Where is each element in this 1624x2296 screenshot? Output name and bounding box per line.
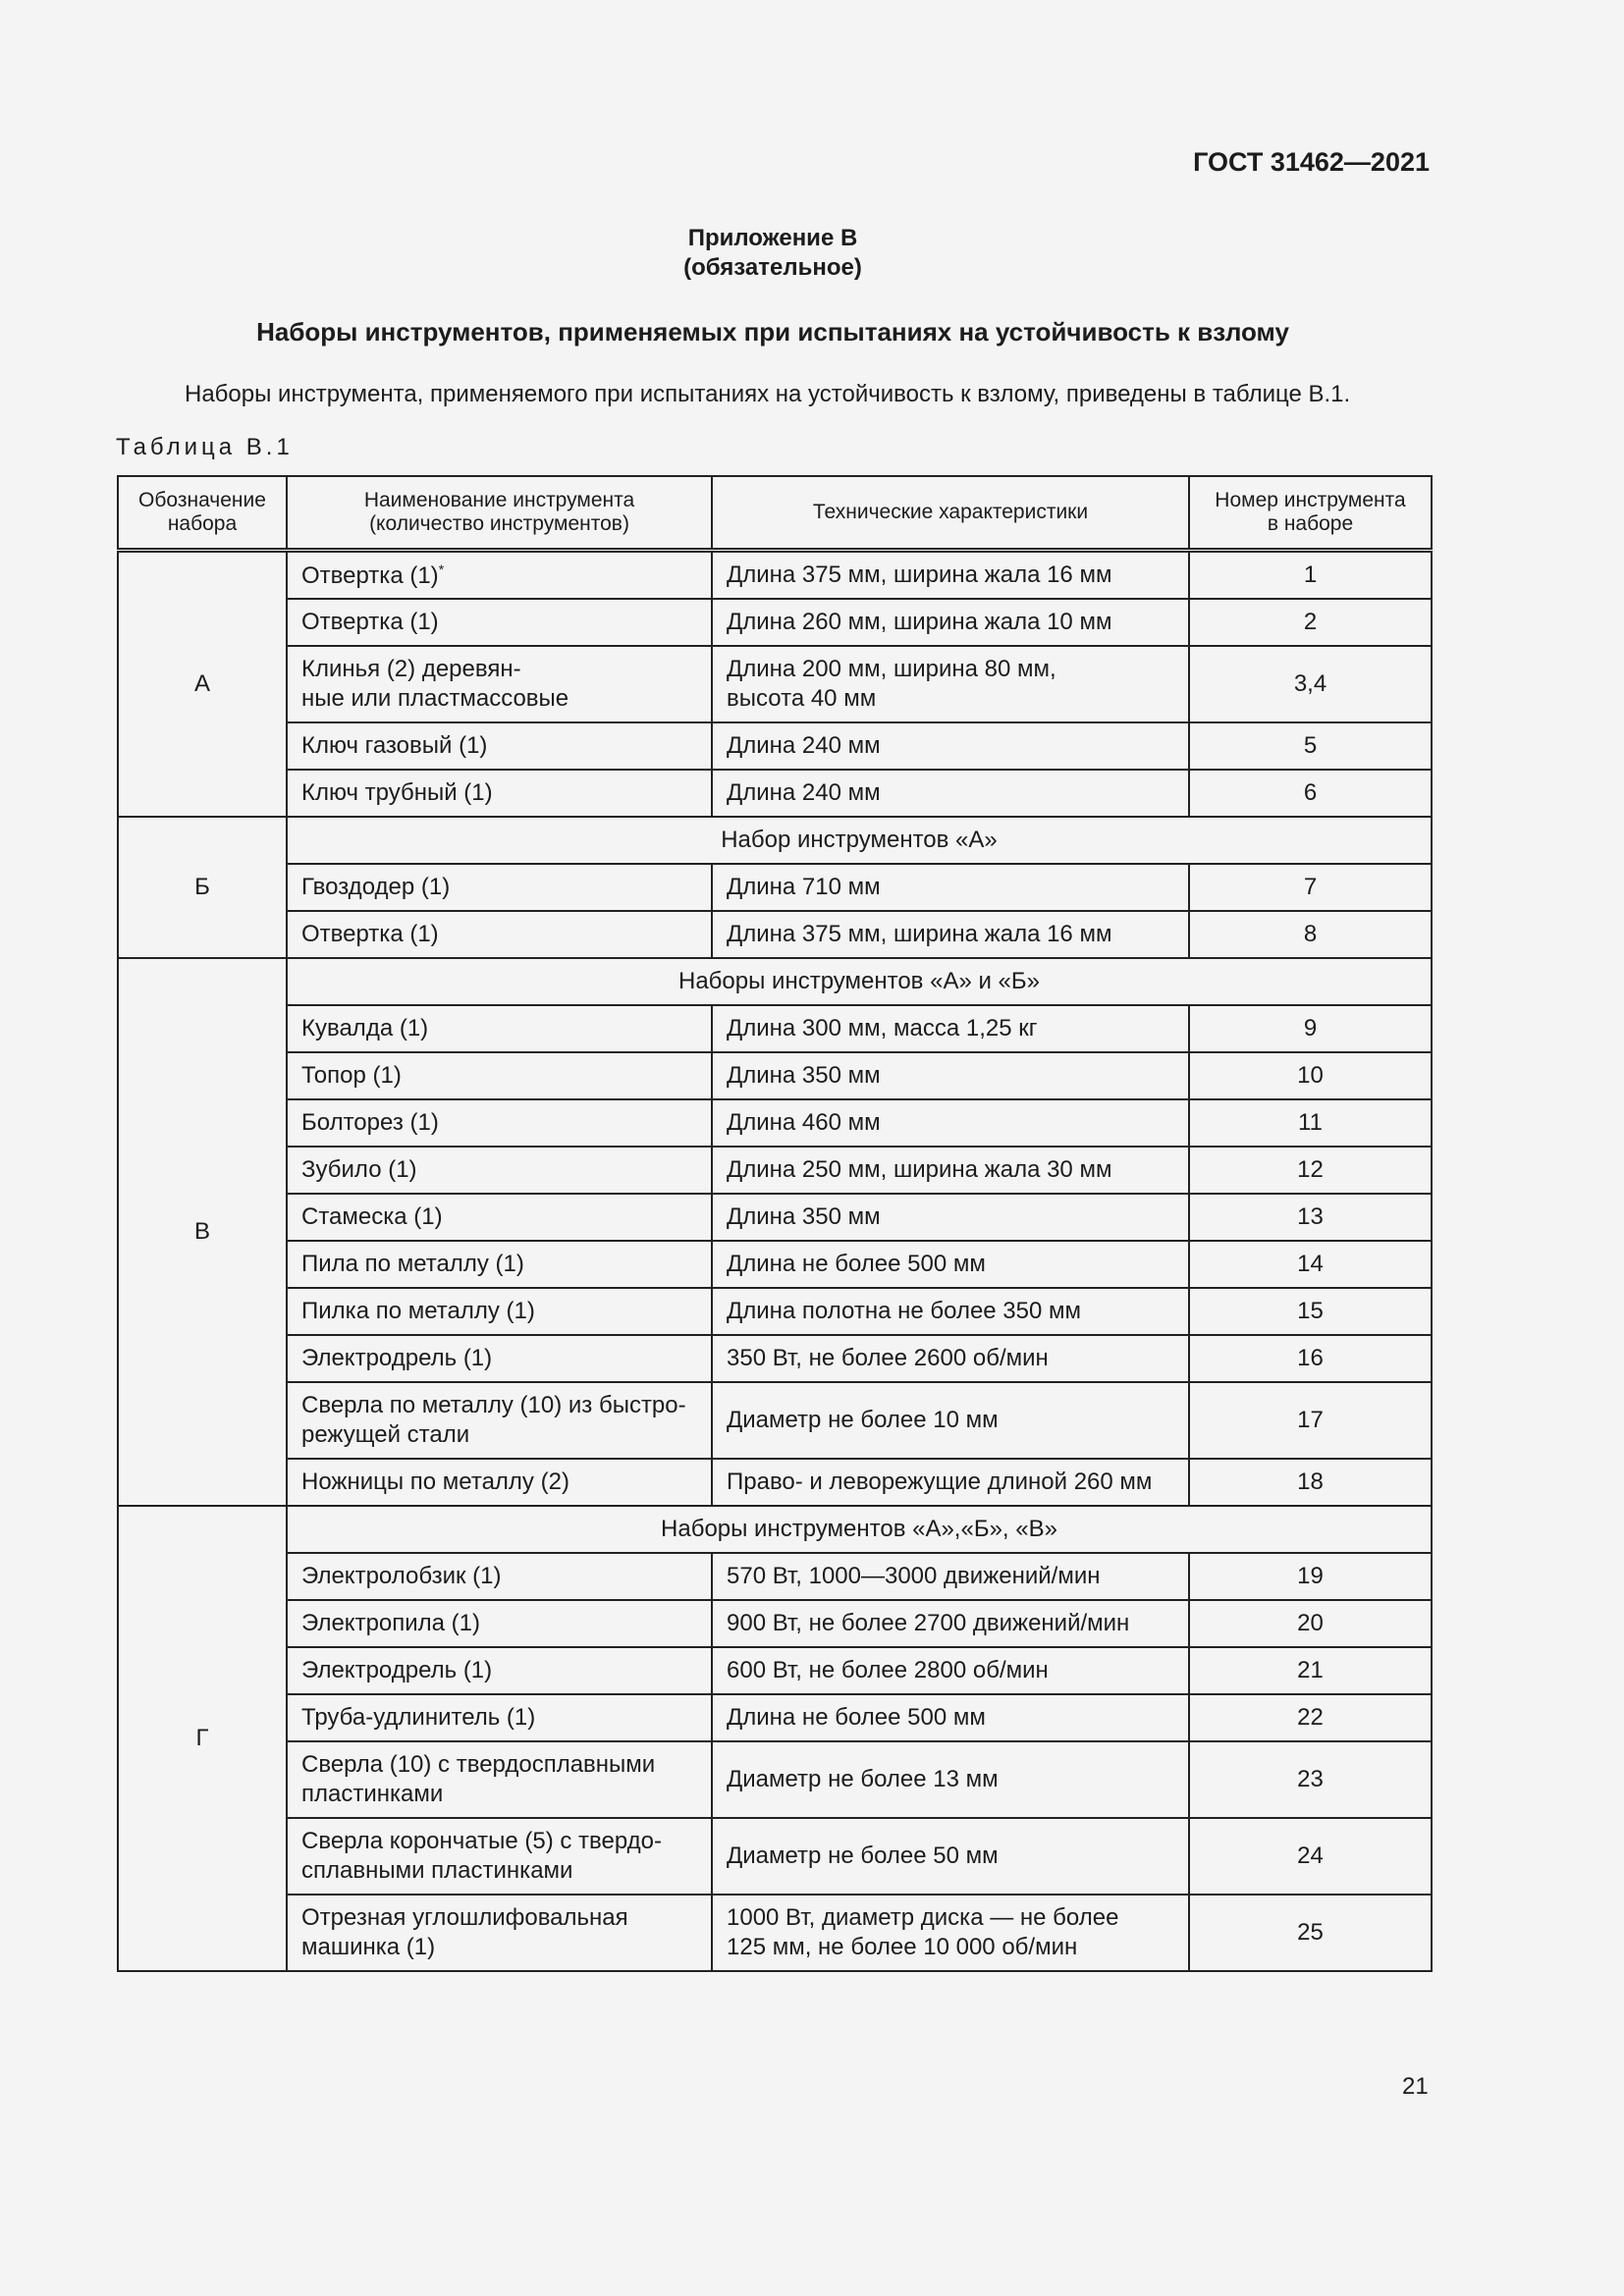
tool-name: Электролобзик (1) [287, 1553, 712, 1600]
tool-name: Гвоздодер (1) [287, 864, 712, 911]
tool-number: 11 [1189, 1099, 1432, 1147]
tool-number: 10 [1189, 1052, 1432, 1099]
tool-number: 19 [1189, 1553, 1432, 1600]
document-code: ГОСТ 31462—2021 [1193, 147, 1430, 177]
page-number: 21 [1402, 2073, 1429, 2100]
table-row [118, 722, 1432, 770]
tool-spec: Длина 375 мм, ширина жала 16 мм [712, 911, 1189, 958]
tool-spec: 570 Вт, 1000—3000 движений/мин [712, 1553, 1189, 1600]
table-row [118, 1241, 1432, 1288]
included-sets: Наборы инструментов «А» и «Б» [287, 958, 1432, 1005]
table-row [118, 1147, 1432, 1194]
tool-number: 3,4 [1189, 646, 1432, 722]
footnote-mark: * [438, 561, 445, 577]
tool-number: 23 [1189, 1741, 1432, 1818]
tool-spec: Длина 240 мм [712, 722, 1189, 770]
tool-number: 13 [1189, 1194, 1432, 1241]
tool-spec: Длина 240 мм [712, 770, 1189, 817]
tool-number: 20 [1189, 1600, 1432, 1647]
tool-number: 15 [1189, 1288, 1432, 1335]
tool-spec: Диаметр не более 10 мм [712, 1382, 1189, 1459]
header-tool-name: Наименование инструмента (количество инструментов) [287, 476, 712, 551]
appendix-subtitle: (обязательное) [683, 254, 862, 281]
tool-number: 18 [1189, 1459, 1432, 1506]
tool-spec: Право- и леворежущие длиной 260 мм [712, 1459, 1189, 1506]
table-row [118, 1288, 1432, 1335]
tool-spec: Диаметр не более 13 мм [712, 1741, 1189, 1818]
tool-number: 5 [1189, 722, 1432, 770]
tool-name: Отвертка (1)* [287, 551, 712, 600]
tool-name: Клинья (2) деревян- ные или пластмассовые [287, 646, 712, 722]
tool-spec: 600 Вт, не более 2800 об/мин [712, 1647, 1189, 1694]
table-caption: Таблица В.1 [116, 434, 294, 460]
tool-number: 24 [1189, 1818, 1432, 1895]
tool-name: Болторез (1) [287, 1099, 712, 1147]
appendix-title: Приложение В [687, 225, 858, 251]
table-row [118, 817, 1432, 864]
tool-spec: Длина полотна не более 350 мм [712, 1288, 1189, 1335]
table-row [118, 1005, 1432, 1052]
tool-spec: Длина не более 500 мм [712, 1694, 1189, 1741]
tool-name: Электропила (1) [287, 1600, 712, 1647]
tool-spec: Длина 350 мм [712, 1052, 1189, 1099]
header-specs: Технические характеристики [712, 476, 1189, 551]
tool-sets-table [117, 475, 1433, 1972]
tool-spec: Длина 375 мм, ширина жала 16 мм [712, 551, 1189, 600]
tool-spec: 350 Вт, не более 2600 об/мин [712, 1335, 1189, 1382]
tool-number: 17 [1189, 1382, 1432, 1459]
table-row [118, 1600, 1432, 1647]
table-row [118, 911, 1432, 958]
set-label: Г [118, 1506, 287, 1971]
tool-number: 9 [1189, 1005, 1432, 1052]
table-row [118, 1459, 1432, 1506]
tool-spec: Длина 200 мм, ширина 80 мм, высота 40 мм [712, 646, 1189, 722]
tool-name: Отрезная углошлифовальная машинка (1) [287, 1895, 712, 1971]
table-row [118, 1553, 1432, 1600]
table-header-row [118, 476, 1432, 551]
tool-spec: 900 Вт, не более 2700 движений/мин [712, 1600, 1189, 1647]
table-row [118, 1382, 1432, 1459]
tool-number: 8 [1189, 911, 1432, 958]
tool-number: 22 [1189, 1694, 1432, 1741]
header-set: Обозначение набора [118, 476, 287, 551]
tool-name: Пилка по металлу (1) [287, 1288, 712, 1335]
tool-number: 25 [1189, 1895, 1432, 1971]
tool-name: Отвертка (1) [287, 911, 712, 958]
tool-name: Пила по металлу (1) [287, 1241, 712, 1288]
table-row [118, 599, 1432, 646]
table-row [118, 1818, 1432, 1895]
table-row [118, 1647, 1432, 1694]
table-row [118, 1194, 1432, 1241]
tool-name: Отвертка (1) [287, 599, 712, 646]
table-row [118, 958, 1432, 1005]
table-row [118, 1895, 1432, 1971]
tool-number: 14 [1189, 1241, 1432, 1288]
tool-name: Ключ газовый (1) [287, 722, 712, 770]
header-tool-number: Номер инструмента в наборе [1189, 476, 1432, 551]
tool-spec: 1000 Вт, диаметр диска — не более 125 мм, не более 10 000 об/мин [712, 1895, 1189, 1971]
table-row [118, 646, 1432, 722]
tool-spec: Длина 710 мм [712, 864, 1189, 911]
tool-name: Сверла (10) с твердосплавными пластинками [287, 1741, 712, 1818]
tool-name: Сверла по металлу (10) из быстро- режущей стали [287, 1382, 712, 1459]
set-label: А [118, 551, 287, 818]
tool-name: Сверла корончатые (5) с твердо- сплавными пластинками [287, 1818, 712, 1895]
tool-number: 1 [1189, 551, 1432, 600]
tool-number: 2 [1189, 599, 1432, 646]
table-row [118, 1052, 1432, 1099]
tool-name: Электродрель (1) [287, 1647, 712, 1694]
set-label: В [118, 958, 287, 1506]
included-sets: Набор инструментов «А» [287, 817, 1432, 864]
table-row [118, 1506, 1432, 1553]
tool-name: Кувалда (1) [287, 1005, 712, 1052]
tool-number: 21 [1189, 1647, 1432, 1694]
tool-name: Ключ трубный (1) [287, 770, 712, 817]
intro-paragraph: Наборы инструмента, применяемого при испытаниях на устойчивость к взлому, приведены в таблице В.1. [185, 381, 1351, 407]
tool-name: Топор (1) [287, 1052, 712, 1099]
tool-spec: Диаметр не более 50 мм [712, 1818, 1189, 1895]
tool-name: Ножницы по металлу (2) [287, 1459, 712, 1506]
tool-name: Стамеска (1) [287, 1194, 712, 1241]
table-row [118, 1335, 1432, 1382]
table-row [118, 1694, 1432, 1741]
tool-spec: Длина не более 500 мм [712, 1241, 1189, 1288]
tool-number: 7 [1189, 864, 1432, 911]
table-row [118, 1099, 1432, 1147]
tool-spec: Длина 260 мм, ширина жала 10 мм [712, 599, 1189, 646]
tool-number: 12 [1189, 1147, 1432, 1194]
tool-spec: Длина 300 мм, масса 1,25 кг [712, 1005, 1189, 1052]
table-row [118, 864, 1432, 911]
table-row [118, 551, 1432, 600]
set-label: Б [118, 817, 287, 958]
tool-number: 6 [1189, 770, 1432, 817]
tool-name: Электродрель (1) [287, 1335, 712, 1382]
table-row [118, 1741, 1432, 1818]
tool-name: Труба-удлинитель (1) [287, 1694, 712, 1741]
tool-spec: Длина 250 мм, ширина жала 30 мм [712, 1147, 1189, 1194]
appendix-title-block [0, 224, 1545, 283]
tool-name: Зубило (1) [287, 1147, 712, 1194]
tool-spec: Длина 350 мм [712, 1194, 1189, 1241]
tool-number: 16 [1189, 1335, 1432, 1382]
table-row [118, 770, 1432, 817]
included-sets: Наборы инструментов «А»,«Б», «В» [287, 1506, 1432, 1553]
tool-spec: Длина 460 мм [712, 1099, 1189, 1147]
section-heading: Наборы инструментов, применяемых при испытаниях на устойчивость к взлому [256, 317, 1289, 347]
